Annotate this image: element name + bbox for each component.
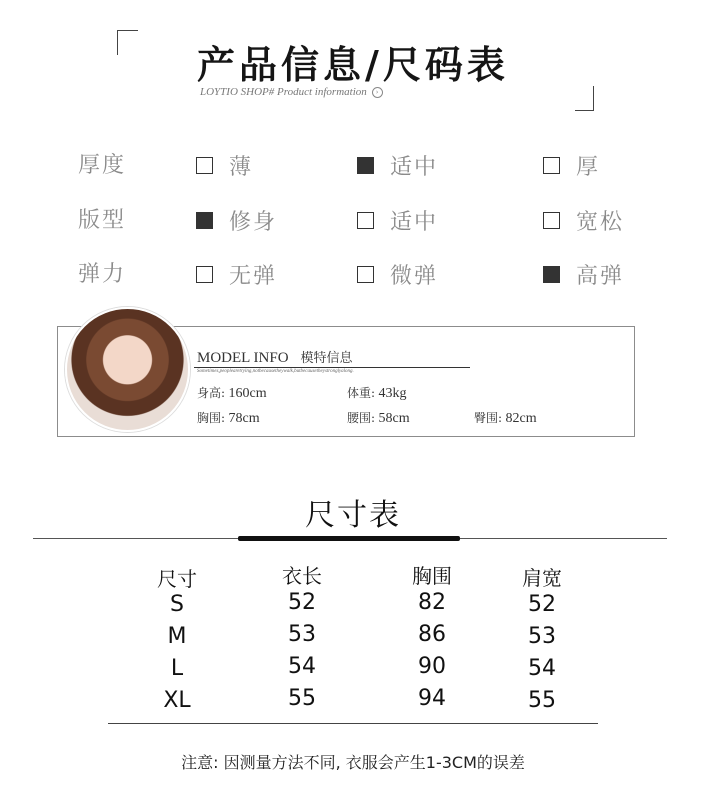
- checkbox-empty-icon: [543, 157, 560, 174]
- table-header-size: 尺寸: [157, 567, 197, 591]
- corner-bracket-bottom-right: [575, 86, 594, 111]
- table-header-bust: 胸围: [412, 564, 452, 588]
- table-cell: S: [170, 592, 184, 617]
- checkbox-filled-icon: [543, 266, 560, 283]
- arrow-right-icon: ›: [372, 87, 383, 98]
- table-cell: 53: [528, 624, 556, 649]
- stat-value: 58cm: [378, 411, 410, 426]
- checkbox-empty-icon: [196, 157, 213, 174]
- model-waist: [347, 409, 410, 427]
- model-avatar: [65, 307, 190, 432]
- table-cell: XL: [163, 688, 191, 713]
- table-cell: 52: [528, 592, 556, 617]
- attr-label-elasticity: 弹力: [78, 262, 127, 287]
- option-label: 微弹: [390, 264, 439, 289]
- table-cell: 54: [528, 656, 556, 681]
- table-cell: 90: [418, 654, 446, 679]
- option-elasticity-high: [543, 259, 624, 290]
- model-hip: [474, 409, 537, 427]
- table-cell: 53: [288, 622, 316, 647]
- table-header-length: 衣长: [282, 564, 322, 588]
- measurement-note: 注意: 因测量方法不同, 衣服会产生1-3CM的误差: [181, 753, 525, 772]
- option-label: 修身: [229, 210, 278, 235]
- table-bottom-divider: [108, 723, 598, 724]
- stat-label: 体重:: [347, 386, 376, 400]
- model-info-divider: [194, 367, 470, 368]
- table-cell: 55: [528, 688, 556, 713]
- heading-accent-bar: [238, 536, 460, 541]
- table-cell: M: [167, 624, 187, 649]
- model-bust: [197, 409, 260, 427]
- page-subtitle: [200, 86, 383, 98]
- stat-value: 82cm: [505, 411, 537, 426]
- attr-label-thickness: 厚度: [78, 153, 127, 178]
- table-header-shoulder: 肩宽: [522, 566, 562, 590]
- option-fit-loose: [543, 205, 624, 236]
- model-info-title: [197, 347, 353, 367]
- option-thickness-thick: [543, 150, 600, 181]
- stat-value: 43kg: [378, 386, 407, 401]
- checkbox-empty-icon: [196, 266, 213, 283]
- model-info-title-en: MODEL INFO: [197, 350, 289, 366]
- table-cell: 52: [288, 590, 316, 615]
- stat-label: 身高:: [197, 386, 226, 400]
- checkbox-empty-icon: [543, 212, 560, 229]
- option-label: 高弹: [576, 264, 625, 289]
- checkbox-filled-icon: [196, 212, 213, 229]
- option-label: 薄: [229, 155, 254, 180]
- checkbox-filled-icon: [357, 157, 374, 174]
- size-table-heading: 尺寸表: [305, 498, 401, 533]
- stat-label: 臀围:: [474, 411, 503, 425]
- stat-value: 160cm: [228, 386, 267, 401]
- option-label: 无弹: [229, 264, 278, 289]
- attr-label-fit: 版型: [78, 208, 127, 233]
- model-height: [197, 384, 267, 402]
- table-cell: 94: [418, 686, 446, 711]
- shop-name: LOYTIO SHOP#: [200, 86, 275, 98]
- option-label: 厚: [576, 155, 601, 180]
- table-cell: 86: [418, 622, 446, 647]
- option-fit-regular: [357, 205, 438, 236]
- model-info-title-cn: 模特信息: [300, 351, 353, 366]
- option-fit-slim: [196, 205, 277, 236]
- option-label: 适中: [390, 210, 439, 235]
- table-cell: 55: [288, 686, 316, 711]
- stat-label: 腰围:: [347, 411, 376, 425]
- option-thickness-thin: [196, 150, 253, 181]
- model-weight: [347, 384, 407, 402]
- option-elasticity-slight: [357, 259, 438, 290]
- checkbox-empty-icon: [357, 266, 374, 283]
- option-elasticity-none: [196, 259, 277, 290]
- table-cell: 82: [418, 590, 446, 615]
- stat-value: 78cm: [228, 411, 260, 426]
- option-label: 宽松: [576, 210, 625, 235]
- table-cell: L: [170, 656, 184, 681]
- option-label: 适中: [390, 155, 439, 180]
- checkbox-empty-icon: [357, 212, 374, 229]
- page-title: 产品信息/尺码表: [197, 42, 509, 87]
- stat-label: 胸围:: [197, 411, 226, 425]
- product-information-label: Product information: [277, 86, 367, 98]
- model-tagline: Sometimes,peoplearetrying,notbecausetheywalk,butbecausetheystronglyalong.: [197, 369, 354, 374]
- option-thickness-medium: [357, 150, 438, 181]
- table-cell: 54: [288, 654, 316, 679]
